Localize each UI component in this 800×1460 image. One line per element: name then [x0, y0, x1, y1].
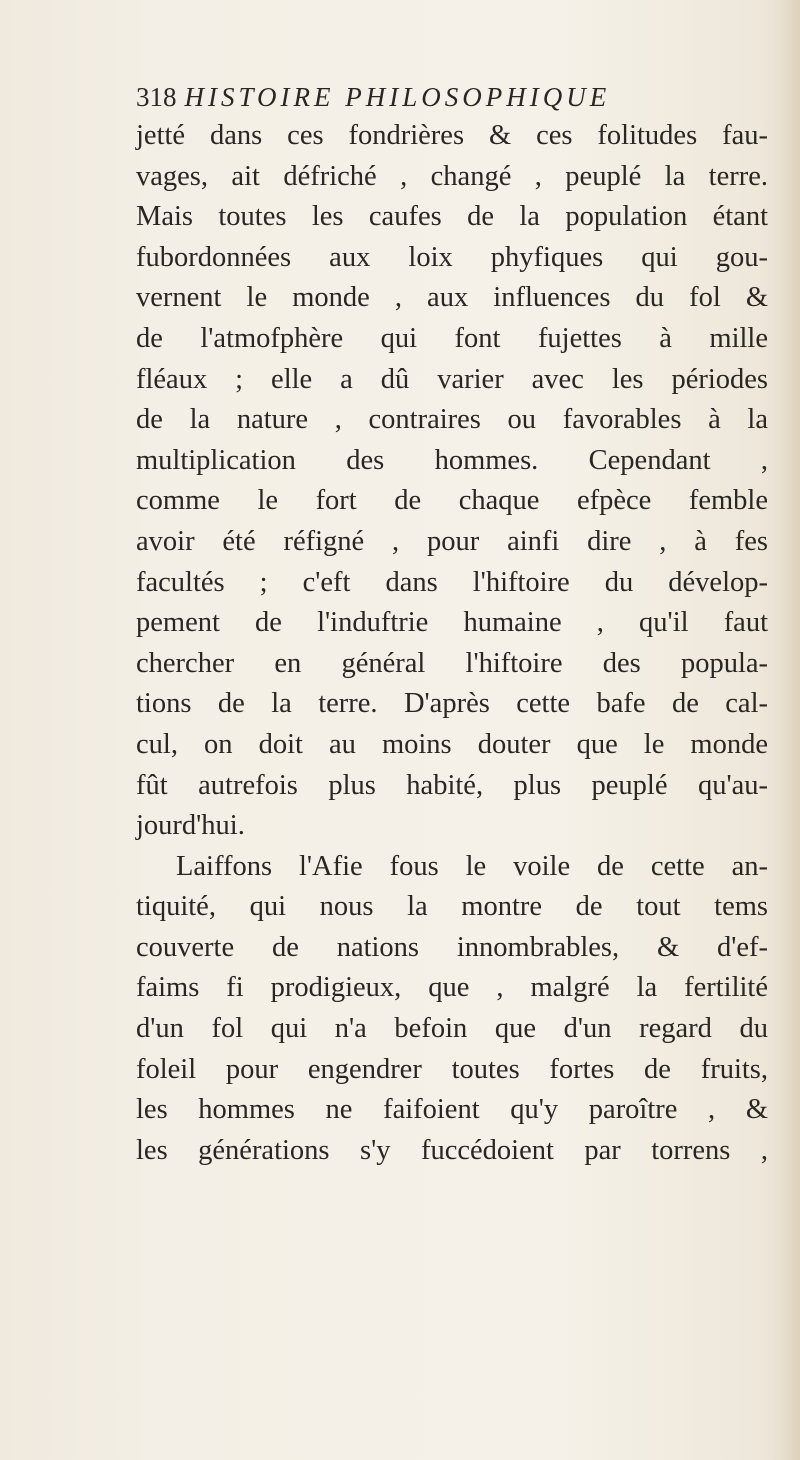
text-line: les générations s'y fuccédoient par torrens , — [136, 1134, 768, 1166]
text-line: facultés ; c'eft dans l'hiftoire du dévelop- — [136, 566, 768, 598]
text-line: chercher en général l'hiftoire des popula- — [136, 647, 768, 679]
text-line: fléaux ; elle a dû varier avec les périodes — [136, 363, 768, 395]
text-line: vages, ait défriché , changé , peuplé la terre. — [136, 160, 768, 192]
text-line: faims fi prodigieux, que , malgré la fertilité — [136, 972, 768, 1004]
text-line: de la nature , contraires ou favorables à la — [136, 404, 768, 436]
text-line: cul, on doit au moins douter que le monde — [136, 728, 768, 760]
page-edge-shadow — [778, 0, 800, 1460]
text-line-paragraph-start: Laiffons l'Afie fous le voile de cette an- — [176, 850, 768, 882]
running-header — [136, 82, 610, 113]
text-line: de l'atmofphère qui font fujettes à mille — [136, 322, 768, 354]
text-line: tions de la terre. D'après cette bafe de cal- — [136, 688, 768, 720]
text-line: tiquité, qui nous la montre de tout tems — [136, 891, 768, 923]
running-title: HISTOIRE PHILOSOPHIQUE — [184, 82, 611, 112]
text-line: Mais toutes les caufes de la population étant — [136, 201, 768, 233]
text-line: pement de l'induftrie humaine , qu'il faut — [136, 607, 768, 639]
text-line: multiplication des hommes. Cependant , — [136, 444, 768, 476]
text-line: les hommes ne faifoient qu'y paroître , & — [136, 1094, 768, 1126]
text-line: vernent le monde , aux influences du fol & — [136, 282, 768, 314]
text-line: couverte de nations innombrables, & d'ef- — [136, 931, 768, 963]
text-line: jetté dans ces fondrières & ces folitudes fau- — [136, 120, 768, 151]
text-line: fût autrefois plus habité, plus peuplé qu'au- — [136, 769, 768, 801]
page-number: 318 — [136, 82, 177, 112]
text-line: fubordonnées aux loix phyfiques qui gou- — [136, 241, 768, 273]
text-line: jourd'hui. — [136, 810, 245, 842]
body-text — [136, 116, 768, 1171]
text-line: d'un fol qui n'a befoin que d'un regard du — [136, 1013, 768, 1045]
text-line: comme le fort de chaque efpèce femble — [136, 485, 768, 517]
text-line: avoir été réfigné , pour ainfi dire , à fes — [136, 525, 768, 557]
text-line: foleil pour engendrer toutes fortes de fruits, — [136, 1053, 768, 1085]
